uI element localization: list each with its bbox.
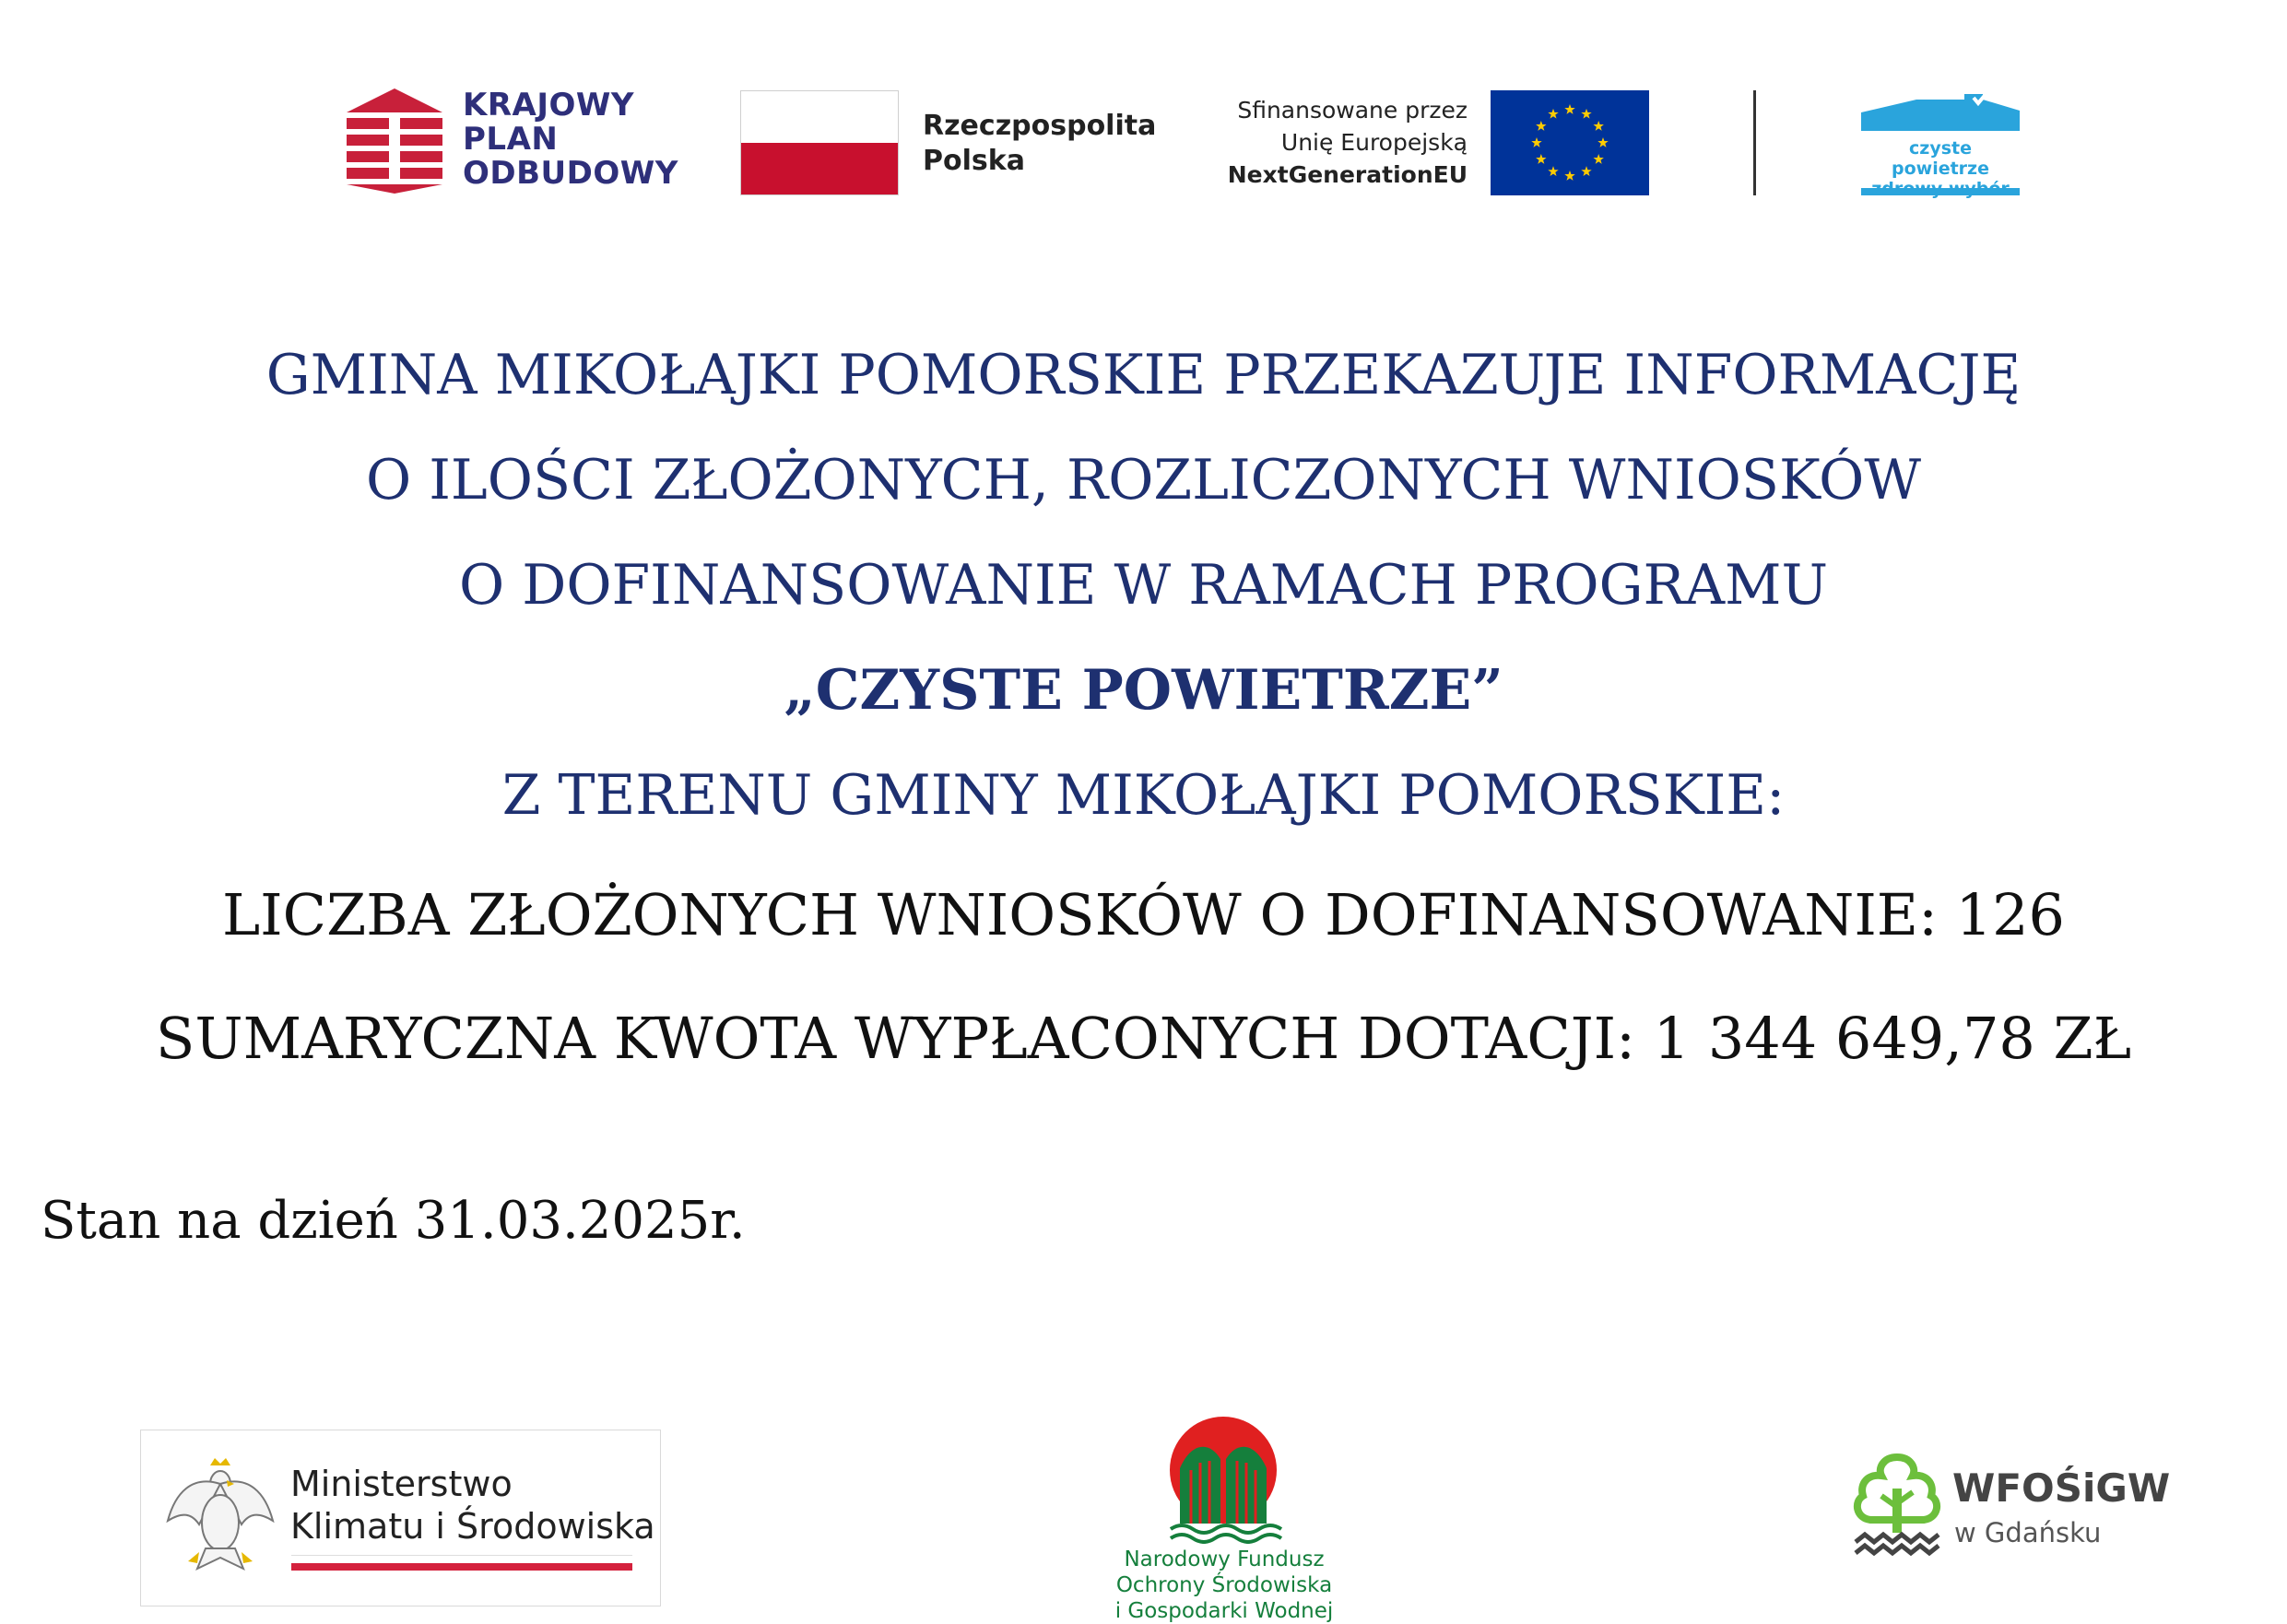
eu-flag-icon [1491,90,1649,195]
wfosigw-name: WFOŚiGW [1952,1465,2171,1511]
wfosigw-city: w Gdańsku [1954,1517,2102,1548]
mkis-line-2: Klimatu i Środowiska [290,1506,655,1547]
rp-line-2: Polska [923,145,1025,177]
cp-line-2: zdrowy wybór [1871,179,2010,199]
eu-line-3: NextGenerationEU [1227,161,1468,188]
nf-line-1: Narodowy Fundusz [1124,1548,1325,1571]
status-date: Stan na dzień 31.03.2025r. [41,1191,746,1251]
mkis-line-1: Ministerstwo [290,1464,513,1504]
eu-funding-text [1171,94,1468,191]
mkis-logo-text [290,1463,655,1548]
nf-line-2: Ochrony Środowiska [1115,1573,1333,1597]
mkis-flag-bar-red [291,1563,632,1571]
kpo-logo-text [463,88,678,191]
eu-line-1: Sfinansowane przez [1237,97,1468,124]
wfosigw-tree-icon [1846,1452,1948,1558]
header-separator [1753,90,1756,195]
subsidy-amount: SUMARYCZNA KWOTA WYPŁACONYCH DOTACJI: 1 344 649,78 ZŁ [155,1005,2132,1072]
poland-flag-icon [740,90,899,195]
heading-line-2: O ILOŚCI ZŁOŻONYCH, ROZLICZONYCH WNIOSKÓW [365,448,1922,512]
nfosigw-logo-icon [1163,1415,1283,1544]
cp-line-1: czyste powietrze [1891,138,1989,179]
heading-line-5: Z TERENU GMINY MIKOŁAJKI POMORSKIE: [501,763,1786,828]
kpo-logo-icon [347,88,442,194]
nf-line-3: i Gospodarki Wodnej [1114,1599,1334,1623]
mkis-flag-bar-white [291,1555,632,1561]
applications-count: LICZBA ZŁOŻONYCH WNIOSKÓW O DOFINANSOWANIE: 126 [221,881,2065,948]
heading-program-name: „CZYSTE POWIETRZE” [784,658,1503,723]
kpo-line-2: PLAN [463,121,559,158]
rp-line-1: Rzeczpospolita [923,110,1157,142]
heading-line-1: GMINA MIKOŁAJKI POMORSKIE PRZEKAZUJE INFORMACJĘ [265,343,2022,407]
czyste-powietrze-logo-text [1861,138,2020,199]
kpo-line-3: ODBUDOWY [463,155,678,192]
heading-line-3: O DOFINANSOWANIE W RAMACH PROGRAMU [458,553,1829,618]
nfosigw-logo-text [1088,1547,1361,1624]
eagle-emblem-icon [164,1456,277,1576]
eu-line-2: Unię Europejską [1280,129,1468,156]
rp-logo-text [923,109,1156,179]
kpo-line-1: KRAJOWY [463,87,635,124]
